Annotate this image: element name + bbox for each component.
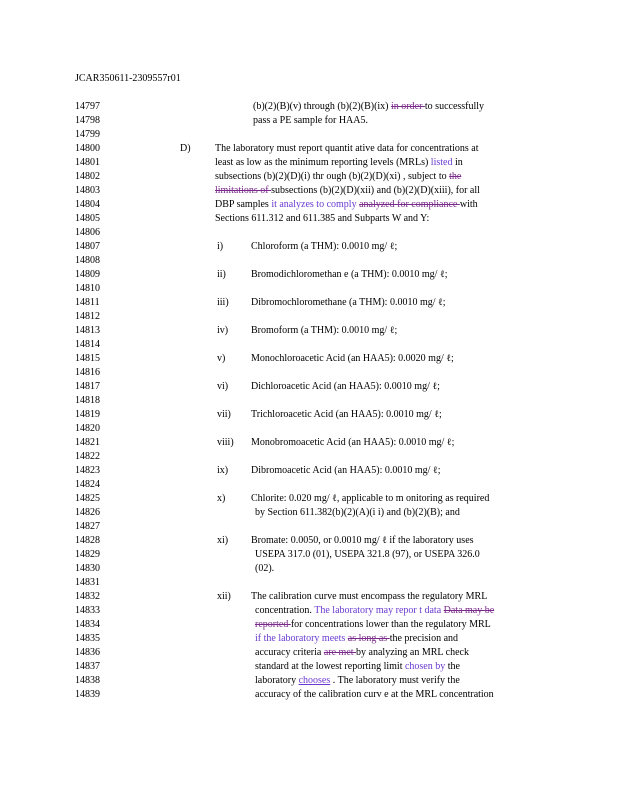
item-label: vii) bbox=[217, 409, 231, 420]
item-label: iii) bbox=[217, 297, 229, 308]
line-number: 14834 bbox=[75, 619, 100, 630]
line-number: 14811 bbox=[75, 297, 100, 308]
item-text: Chloroform (a THM): 0.0010 mg/ ℓ; bbox=[251, 241, 398, 252]
inserted-text: The laboratory may repor t data bbox=[314, 605, 442, 616]
text-line-14798 bbox=[253, 114, 368, 128]
text-run: accuracy criteria bbox=[255, 647, 324, 658]
text-line-14803 bbox=[215, 184, 480, 198]
item-text: Monochloroacetic Acid (an HAA5): 0.0020 mg/ ℓ; bbox=[251, 353, 454, 364]
text-line-14828: Bromate: 0.0050, or 0.0010 mg/ ℓ if the laboratory uses bbox=[251, 535, 474, 546]
line-number: 14818 bbox=[75, 395, 100, 406]
text-line-14835 bbox=[255, 632, 458, 646]
item-text: Bromoform (a THM): 0.0010 mg/ ℓ; bbox=[251, 325, 398, 336]
line-number: 14827 bbox=[75, 521, 100, 532]
deleted-text: limitations of bbox=[215, 185, 272, 196]
text-line-14830: (02). bbox=[255, 563, 275, 574]
line-number: 14824 bbox=[75, 479, 100, 490]
text-run: the precision and bbox=[389, 633, 459, 644]
text-run: . The laboratory must verify the bbox=[330, 675, 460, 686]
item-label: v) bbox=[217, 353, 226, 364]
item-label: viii) bbox=[217, 437, 234, 448]
inserted-text: it analyzes to comply bbox=[271, 199, 357, 210]
text-run: laboratory bbox=[255, 675, 299, 686]
line-number: 14816 bbox=[75, 367, 100, 378]
text-run: pass a PE sample for HAA5. bbox=[253, 115, 368, 126]
text-run: standard at the lowest reporting limit bbox=[255, 661, 405, 672]
line-number: 14826 bbox=[75, 507, 100, 518]
line-number: 14797 bbox=[75, 101, 100, 112]
line-number: 14804 bbox=[75, 199, 100, 210]
text-line-14797 bbox=[253, 100, 484, 114]
inserted-text: chosen by bbox=[404, 661, 446, 672]
line-number: 14809 bbox=[75, 269, 100, 280]
line-number: 14825 bbox=[75, 493, 100, 504]
text-line-14801 bbox=[215, 156, 463, 170]
text-line-14829: USEPA 317.0 (01), USEPA 321.8 (97), or USEPA 326.0 bbox=[255, 549, 480, 560]
inserted-text: if the laboratory meets bbox=[255, 633, 346, 644]
line-number: 14832 bbox=[75, 591, 100, 602]
deleted-text: analyzed for compliance bbox=[359, 199, 460, 210]
text-run: to successfully bbox=[424, 101, 485, 112]
line-number: 14808 bbox=[75, 255, 100, 266]
line-number: 14800 bbox=[75, 143, 100, 154]
item-text: Monobromoacetic Acid (an HAA5): 0.0010 mg/ ℓ; bbox=[251, 437, 455, 448]
line-number: 14807 bbox=[75, 241, 100, 252]
deleted-text: the bbox=[449, 171, 462, 182]
line-number: 14803 bbox=[75, 185, 100, 196]
inserted-text: listed bbox=[430, 157, 453, 168]
line-number: 14833 bbox=[75, 605, 100, 616]
line-number: 14830 bbox=[75, 563, 100, 574]
text-line-14839: accuracy of the calibration curv e at the MRL concentration bbox=[255, 689, 494, 700]
line-number: 14815 bbox=[75, 353, 100, 364]
line-number: 14837 bbox=[75, 661, 100, 672]
item-label: vi) bbox=[217, 381, 229, 392]
line-number: 14802 bbox=[75, 171, 100, 182]
text-line-14825: Chlorite: 0.020 mg/ ℓ, applicable to m onitoring as required bbox=[251, 493, 490, 504]
line-number: 14821 bbox=[75, 437, 100, 448]
line-number: 14801 bbox=[75, 157, 100, 168]
item-text: Trichloroacetic Acid (an HAA5): 0.0010 mg/ ℓ; bbox=[251, 409, 442, 420]
line-number: 14805 bbox=[75, 213, 100, 224]
item-label: i) bbox=[217, 241, 224, 252]
deleted-text: as long as bbox=[347, 633, 390, 644]
line-number: 14836 bbox=[75, 647, 100, 658]
deleted-text: in order bbox=[391, 101, 425, 112]
line-number: 14798 bbox=[75, 115, 100, 126]
item-text: Bromodichloromethan e (a THM): 0.0010 mg/ ℓ; bbox=[251, 269, 448, 280]
deleted-text: reported bbox=[255, 619, 291, 630]
item-label: xi) bbox=[217, 535, 229, 546]
text-line-14832: The calibration curve must encompass the regulatory MRL bbox=[251, 591, 488, 602]
line-number: 14799 bbox=[75, 129, 100, 140]
text-line-14837 bbox=[255, 660, 460, 674]
line-number: 14829 bbox=[75, 549, 100, 560]
item-label: ii) bbox=[217, 269, 226, 280]
text-run: least as low as the minimum reporting levels (MRLs) bbox=[215, 157, 431, 168]
line-number: 14839 bbox=[75, 689, 100, 700]
line-number: 14822 bbox=[75, 451, 100, 462]
item-label: iv) bbox=[217, 325, 229, 336]
line-number: 14831 bbox=[75, 577, 100, 588]
text-run: by analyzing an MRL check bbox=[356, 647, 469, 658]
text-line-14836 bbox=[255, 646, 469, 660]
item-label: ix) bbox=[217, 465, 229, 476]
subsection-label-d: D) bbox=[180, 143, 191, 154]
text-line-14805 bbox=[215, 212, 429, 226]
text-run: The laboratory must report quantit ative data for concentrations at bbox=[215, 143, 479, 154]
item-text: Dichloroacetic Acid (an HAA5): 0.0010 mg/ ℓ; bbox=[251, 381, 440, 392]
text-run: the bbox=[445, 661, 460, 672]
inserted-text: chooses bbox=[298, 675, 331, 686]
item-label: xii) bbox=[217, 591, 231, 602]
text-run: (b)(2)(B)(v) through (b)(2)(B)(ix) bbox=[253, 101, 392, 112]
text-run: DBP samples bbox=[215, 199, 272, 210]
text-run: with bbox=[459, 199, 478, 210]
text-line-14800 bbox=[215, 142, 479, 156]
text-run: for concentrations lower than the regulatory MRL bbox=[290, 619, 491, 630]
item-label: x) bbox=[217, 493, 226, 504]
text-run: subsections (b)(2)(D)(xii) and (b)(2)(D)(xiii), for all bbox=[271, 185, 480, 196]
document-id: JCAR350611-2309557r01 bbox=[75, 73, 181, 84]
deleted-text: are met bbox=[323, 647, 357, 658]
line-number: 14823 bbox=[75, 465, 100, 476]
line-number: 14819 bbox=[75, 409, 100, 420]
text-run: concentration. bbox=[255, 605, 315, 616]
line-number: 14838 bbox=[75, 675, 100, 686]
line-number: 14806 bbox=[75, 227, 100, 238]
line-number: 14814 bbox=[75, 339, 100, 350]
line-number: 14813 bbox=[75, 325, 100, 336]
line-number: 14828 bbox=[75, 535, 100, 546]
line-number: 14820 bbox=[75, 423, 100, 434]
item-text: Dibromochloromethane (a THM): 0.0010 mg/ ℓ; bbox=[251, 297, 446, 308]
line-number: 14817 bbox=[75, 381, 100, 392]
line-number: 14835 bbox=[75, 633, 100, 644]
line-number: 14810 bbox=[75, 283, 100, 294]
text-line-14826: by Section 611.382(b)(2)(A)(i i) and (b)(2)(B); and bbox=[255, 507, 460, 518]
text-run: Sections 611.312 and 611.385 and Subparts W and Y: bbox=[215, 213, 430, 224]
text-line-14834 bbox=[255, 618, 491, 632]
text-line-14804 bbox=[215, 198, 478, 212]
text-line-14833 bbox=[255, 604, 494, 618]
line-number: 14812 bbox=[75, 311, 100, 322]
text-run: in bbox=[452, 157, 463, 168]
text-line-14838 bbox=[255, 674, 460, 688]
deleted-text: Data may be bbox=[443, 605, 495, 616]
text-line-14802 bbox=[215, 170, 461, 184]
text-run: subsections (b)(2)(D)(i) thr ough (b)(2)(D)(xi) , subject to bbox=[215, 171, 450, 182]
item-text: Dibromoacetic Acid (an HAA5): 0.0010 mg/ ℓ; bbox=[251, 465, 441, 476]
